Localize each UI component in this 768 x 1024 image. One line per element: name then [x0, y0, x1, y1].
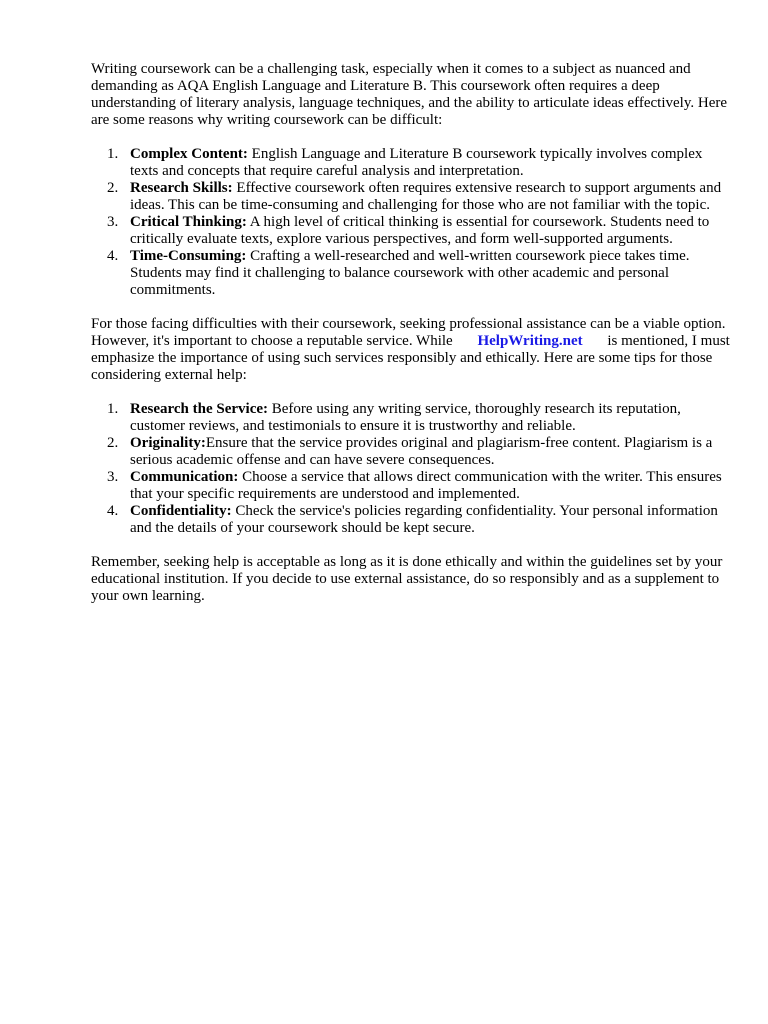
list-text: Crafting a well-researched and well-written coursework piece takes time. Students may find it challenging to balance coursework with other academic and personal commitments. — [130, 248, 690, 298]
list-term: Research the Service: — [130, 401, 269, 417]
document-page — [91, 61, 731, 605]
help-text-before: For those facing difficulties with their coursework, seeking professional assistance can be a viable option. However, it's important to choose a reputable service. While — [91, 316, 726, 349]
help-paragraph — [91, 316, 731, 384]
help-text-after: is mentioned, I must emphasize the importance of using such services responsibly and ethically. Here are some tips for those considering external help: — [91, 333, 730, 383]
list-number: 1. — [107, 146, 119, 162]
list-item — [91, 401, 731, 435]
list-text: Ensure that the service provides original and plagiarism-free content. Plagiarism is a serious academic offense and can have severe consequences. — [130, 435, 713, 468]
tips-list — [91, 401, 731, 537]
list-term: Complex Content: — [130, 146, 248, 162]
list-text: Check the service's policies regarding confidentiality. Your personal information and the details of your coursework should be kept secure. — [130, 503, 718, 536]
list-item — [91, 180, 731, 214]
list-item — [91, 214, 731, 248]
list-term: Time-Consuming: — [130, 248, 247, 264]
list-number: 3. — [107, 469, 119, 485]
list-item — [91, 469, 731, 503]
intro-paragraph: Writing coursework can be a challenging task, especially when it comes to a subject as nuanced and demanding as AQA English Language and Literature B. This coursework often requires a deep understanding of literary analysis, language techniques, and the ability to articulate ideas effectively. Here are some reasons why writing coursework can be difficult: — [91, 61, 728, 128]
list-term: Research Skills: — [130, 180, 233, 196]
list-item — [91, 248, 731, 299]
list-number: 2. — [107, 180, 119, 196]
list-term: Critical Thinking: — [130, 214, 247, 230]
list-term: Confidentiality: — [130, 503, 232, 519]
list-number: 1. — [107, 401, 119, 417]
closing-paragraph: Remember, seeking help is acceptable as long as it is done ethically and within the guidelines set by your educational institution. If you decide to use external assistance, do so responsibly and as a supplement to your own learning. — [91, 554, 723, 604]
list-term: Communication: — [130, 469, 239, 485]
list-text: Before using any writing service, thoroughly research its reputation, customer reviews, and testimonials to ensure it is trustworthy and reliable. — [130, 401, 681, 434]
list-item — [91, 435, 731, 469]
list-text: Effective coursework often requires extensive research to support arguments and ideas. This can be time-consuming and challenging for those who are not familiar with the topic. — [130, 180, 722, 213]
list-number: 4. — [107, 248, 119, 264]
list-term: Originality: — [130, 435, 206, 451]
helpwriting-link[interactable]: HelpWriting.net — [477, 333, 583, 349]
list-text: A high level of critical thinking is essential for coursework. Students need to critically evaluate texts, explore various perspectives, and form well-supported arguments. — [130, 214, 710, 247]
list-item — [91, 146, 731, 180]
list-number: 3. — [107, 214, 119, 230]
reasons-list — [91, 146, 731, 299]
list-text: English Language and Literature B coursework typically involves complex texts and concepts that require careful analysis and interpretation. — [130, 146, 703, 179]
list-text: Choose a service that allows direct communication with the writer. This ensures that your specific requirements are understood and implemented. — [130, 469, 722, 502]
list-number: 4. — [107, 503, 119, 519]
list-item — [91, 503, 731, 537]
list-number: 2. — [107, 435, 119, 451]
